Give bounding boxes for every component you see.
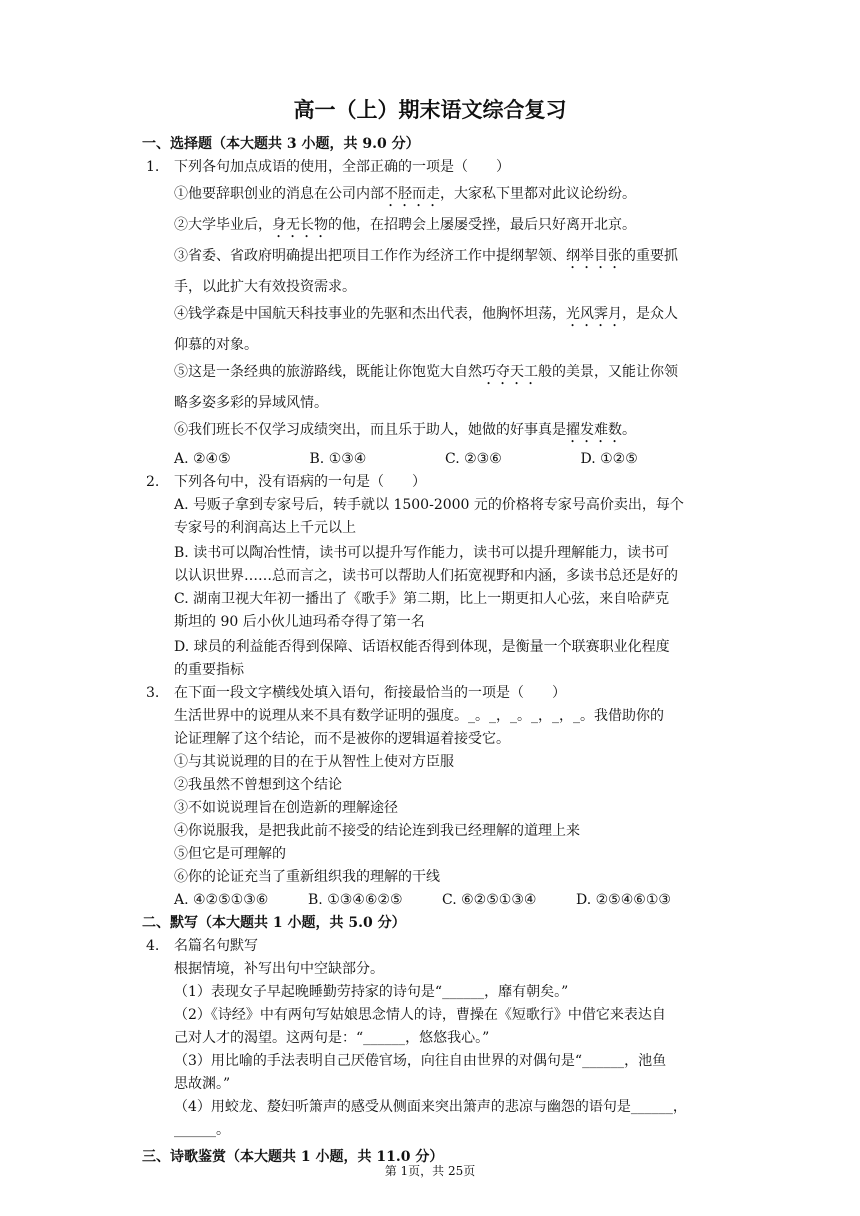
passage: 生活世界中的说理从来不具有数学证明的强度。_。_，_。_，_，_。我借助你的 [174, 708, 664, 724]
statement-3-cont: 手，以此扩大有效投资需求。 [174, 279, 356, 295]
page-title: 高一（上）期末语文综合复习 [293, 98, 567, 122]
option-c[interactable]: C. ②③⑥ [445, 451, 502, 467]
sentence-item: ④你说服我，是把我此前不接受的结论连到我已经理解的道理上来 [174, 823, 580, 839]
statement-3: ③省委、省政府明确提出把项目工作作为经济工作中提纲挈领、纲举目张的重要抓 [174, 248, 678, 264]
option-c[interactable]: C. ⑥②⑤①③④ [442, 892, 537, 908]
instruction: 根据情境，补写出句中空缺部分。 [174, 961, 384, 977]
option-c-cont: 斯坦的 90 后小伙儿迪玛希夺得了第一名 [174, 614, 425, 630]
fill-blank-4-cont: ______。 [174, 1122, 230, 1138]
fill-blank-1: （1）表现女子早起晚睡勤劳持家的诗句是“______，靡有朝矣。” [174, 984, 569, 1000]
statement-4-cont: 仰慕的对象。 [174, 337, 258, 353]
fill-blank-4: （4）用蛟龙、嫠妇听箫声的感受从侧面来突出箫声的悲凉与幽怨的语句是______， [174, 1099, 687, 1115]
fill-blank-3-cont: 思故渊。” [174, 1076, 231, 1092]
dotted-idiom: 纲举目张 [566, 248, 622, 264]
section-heading-choice: 一、选择题（本大题共 3 小题，共 9.0 分） [142, 136, 420, 152]
question-number: 1. [146, 159, 160, 175]
fill-blank-3: （3）用比喻的手法表明自己厌倦官场，向往自由世界的对偶句是“______，池鱼 [174, 1053, 667, 1069]
content [142, 133, 716, 1169]
option-c[interactable]: C. 湖南卫视大年初一播出了《歌手》第二期，比上一期更扣人心弦，来自哈萨克 [174, 591, 670, 607]
statement-5: ⑤这是一条经典的旅游路线，既能让你饱览大自然巧夺天工般的美景，又能让你领 [174, 364, 678, 380]
section-heading-poetry: 三、诗歌鉴赏（本大题共 1 小题，共 11.0 分） [142, 1149, 444, 1165]
page-footer: 第 1页，共 25页 [384, 1164, 476, 1178]
option-a[interactable]: A. ②④⑤ [174, 451, 231, 467]
sentence-item: ①与其说说理的目的在于从智性上使对方臣服 [174, 754, 454, 770]
dotted-idiom: 不胫而走 [384, 186, 440, 202]
question-4 [146, 935, 716, 1142]
option-b[interactable]: B. ①③④⑥②⑤ [308, 892, 403, 908]
sentence-item: ②我虽然不曾想到这个结论 [174, 777, 342, 793]
answer-options [174, 448, 716, 471]
statement-5-cont: 略多姿多彩的异域风情。 [174, 395, 328, 411]
fill-blank-2: （2）《诗经》中有两句写姑娘思念情人的诗，曹操在《短歌行》中借它来表达自 [174, 1007, 666, 1023]
answer-options [174, 889, 716, 912]
statement-4: ④钱学森是中国航天科技事业的先驱和杰出代表，他胸怀坦荡，光风霁月，是众人 [174, 306, 678, 322]
question-number: 2. [146, 474, 160, 490]
question-number: 4. [146, 938, 160, 954]
dotted-idiom: 身无长物 [272, 217, 328, 233]
question-stem: 下列各句加点成语的使用，全部正确的一项是（ ） [174, 159, 510, 175]
question-stem: 下列各句中，没有语病的一句是（ ） [174, 474, 426, 490]
dotted-idiom: 巧夺天工 [482, 364, 538, 380]
sentence-item: ⑤但它是可理解的 [174, 846, 286, 862]
question-1 [146, 156, 716, 471]
sentence-item: ⑥你的论证充当了重新组织我的理解的干线 [174, 869, 440, 885]
statement-2: ②大学毕业后，身无长物的他，在招聘会上屡屡受挫，最后只好离开北京。 [174, 217, 636, 233]
question-2 [146, 471, 716, 682]
option-a[interactable]: A. 号贩子拿到专家号后，转手就以 1500-2000 元的价格将专家号高价卖出，每个 [174, 497, 684, 513]
section-heading-dictation: 二、默写（本大题共 1 小题，共 5.0 分） [142, 915, 406, 931]
question-number: 3. [146, 685, 160, 701]
option-b[interactable]: B. 读书可以陶冶性情，读书可以提升写作能力，读书可以提升理解能力，读书可 [174, 545, 670, 561]
question-stem: 名篇名句默写 [174, 938, 258, 954]
option-b-cont: 以认识世界……总而言之，读书可以帮助人们拓宽视野和内涵，多读书总还是好的 [174, 568, 678, 584]
dotted-idiom: 光风霁月 [566, 306, 622, 322]
option-d-cont: 的重要指标 [174, 662, 244, 678]
statement-6: ⑥我们班长不仅学习成绩突出，而且乐于助人，她做的好事真是擢发难数。 [174, 422, 636, 438]
dotted-idiom: 擢发难数 [566, 422, 622, 438]
passage-cont: 论证理解了这个结论，而不是被你的逻辑逼着接受它。 [174, 731, 510, 747]
option-b[interactable]: B. ①③④ [309, 451, 367, 467]
fill-blank-2-cont: 己对人才的渴望。这两句是：“______，悠悠我心。” [174, 1030, 490, 1046]
statement-1: ①他要辞职创业的消息在公司内部不胫而走，大家私下里都对此议论纷纷。 [174, 186, 636, 202]
question-3 [146, 682, 716, 912]
option-d[interactable]: D. 球员的利益能否得到保障、话语权能否得到体现，是衡量一个联赛职业化程度 [174, 639, 670, 655]
question-stem: 在下面一段文字横线处填入语句，衔接最恰当的一项是（ ） [174, 685, 566, 701]
option-a-cont: 专家号的利润高达上千元以上 [174, 520, 356, 536]
option-a[interactable]: A. ④②⑤①③⑥ [174, 892, 269, 908]
option-d[interactable]: D. ①②⑤ [580, 451, 638, 467]
option-d[interactable]: D. ②⑤④⑥①③ [576, 892, 671, 908]
sentence-item: ③不如说说理旨在创造新的理解途径 [174, 800, 398, 816]
